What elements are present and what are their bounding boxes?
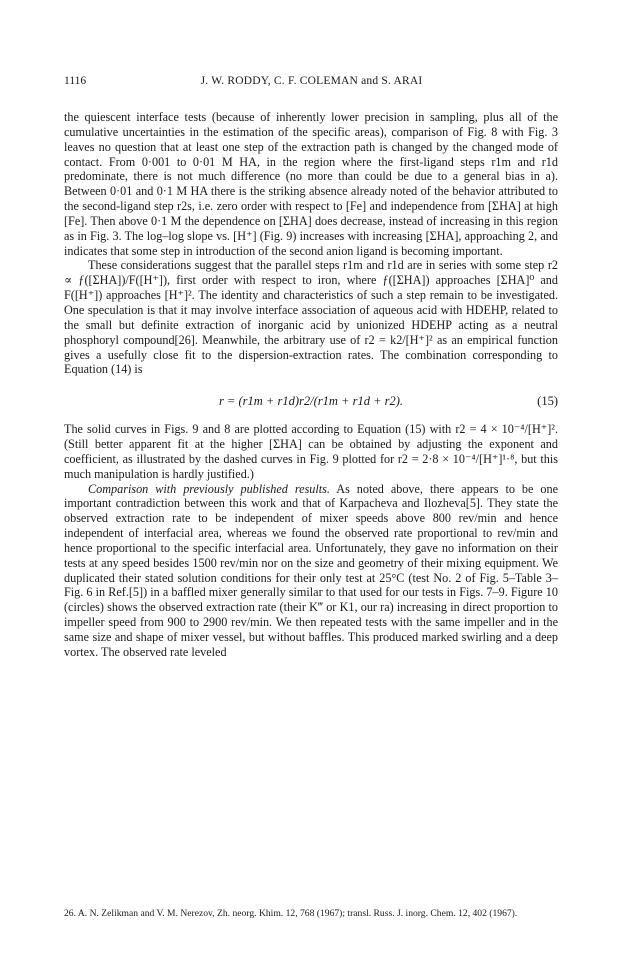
paragraph-4-text: As noted above, there appears to be one important contradiction between this work and that of Karpacheva and Ilozheva[5]. They state the observed extraction rate to be independent of mixer speeds above 800 rev/min and hence independent of interfacial area, whereas we found the observed rate proportional to rev/min and hence proportional to the specific interfacial area. Unfortunately, they gave no information on their tests at any speed besides 1500 rev/min nor on the size and geometry of their mixing equipment. We duplicated their stated solution conditions for their only test at 25°C (test No. 2 of Fig. 5–Table 3–Fig. 6 in Ref.[5]) in a baffled mixer generally similar to that used for our tests in Figs. 7–9. Figure 10 (circles) shows the observed extraction rate (their K‴ or K1, our ra) increasing in direct proportion to impeller speed from 900 to 2900 rev/min. We then repeated tests with the same impeller and in the same size and shape of mixer vessel, but without baffles. This produced marked swirling and a deep vortex. The observed rate leveled	[64, 481, 558, 659]
body-text	[64, 110, 558, 660]
running-authors: J. W. RODDY, C. F. COLEMAN and S. ARAI	[200, 75, 423, 87]
paragraph-4	[64, 482, 558, 660]
running-header	[64, 75, 559, 91]
equation-number: (15)	[537, 394, 558, 409]
footnote: 26. A. N. Zelikman and V. M. Nerezov, Zh. neorg. Khim. 12, 768 (1967); transl. Russ. J. inorg. Chem. 12, 402 (1967).	[64, 908, 518, 919]
equation-15	[64, 382, 558, 422]
equation-expression: r = (r1m + r1d)r2/(r1m + r1d + r2).	[218, 394, 404, 409]
page-number: 1116	[64, 75, 87, 87]
paragraph-2: These considerations suggest that the parallel steps r1m and r1d are in series with some step r2 ∝ ƒ([ΣHA])/F([H⁺]), first order with respect to iron, where ƒ([ΣHA]) approaches [ΣHA]⁰ and F([H⁺]) approaches [H⁺]². The identity and characteristics of such a step remain to be investigated. One speculation is that it may involve interface association of aqueous acid with HDEHP, related to the small but definite extraction of inorganic acid by unionized HDEHP acting as a neutral phosphoryl compound[26]. Meanwhile, the arbitrary use of r2 = k2/[H⁺]² as an empirical function gives a usefully close fit to the dispersion-extraction rates. The combination corresponding to Equation (14) is	[64, 258, 558, 377]
section-heading: Comparison with previously published results.	[88, 481, 330, 496]
paragraph-3: The solid curves in Figs. 9 and 8 are plotted according to Equation (15) with r2 = 4 × 10⁻⁴/[H⁺]². (Still better apparent fit at the higher [ΣHA] can be obtained by adjusting the exponent and coefficient, as illustrated by the dashed curves in Fig. 9 plotted for r2 = 2·8 × 10⁻⁴/[H⁺]¹·⁸, but this much manipulation is hardly justified.)	[64, 422, 558, 481]
paragraph-1: the quiescent interface tests (because of inherently lower precision in sampling, plus all of the cumulative uncertainties in the estimation of the specific areas), comparison of Fig. 8 with Fig. 3 leaves no question that at least one step of the extraction path is changed by the changed mode of contact. From 0·001 to 0·01 M HA, in the region where the first-ligand steps r1m and r1d predominate, there is not much difference (no more than could be due to a general bias in a). Between 0·01 and 0·1 M HA there is the striking absence already noted of the behavior attributed to the second-ligand step r2s, i.e. zero order with respect to [Fe] and independence from [ΣHA] at high [Fe]. Then above 0·1 M the dependence on [ΣHA] does decrease, instead of increasing in this region as in Fig. 3. The log–log slope vs. [H⁺] (Fig. 9) increases with increasing [ΣHA], approaching 2, and indicates that some step in introduction of the second anion ligand is becoming important.	[64, 110, 558, 258]
